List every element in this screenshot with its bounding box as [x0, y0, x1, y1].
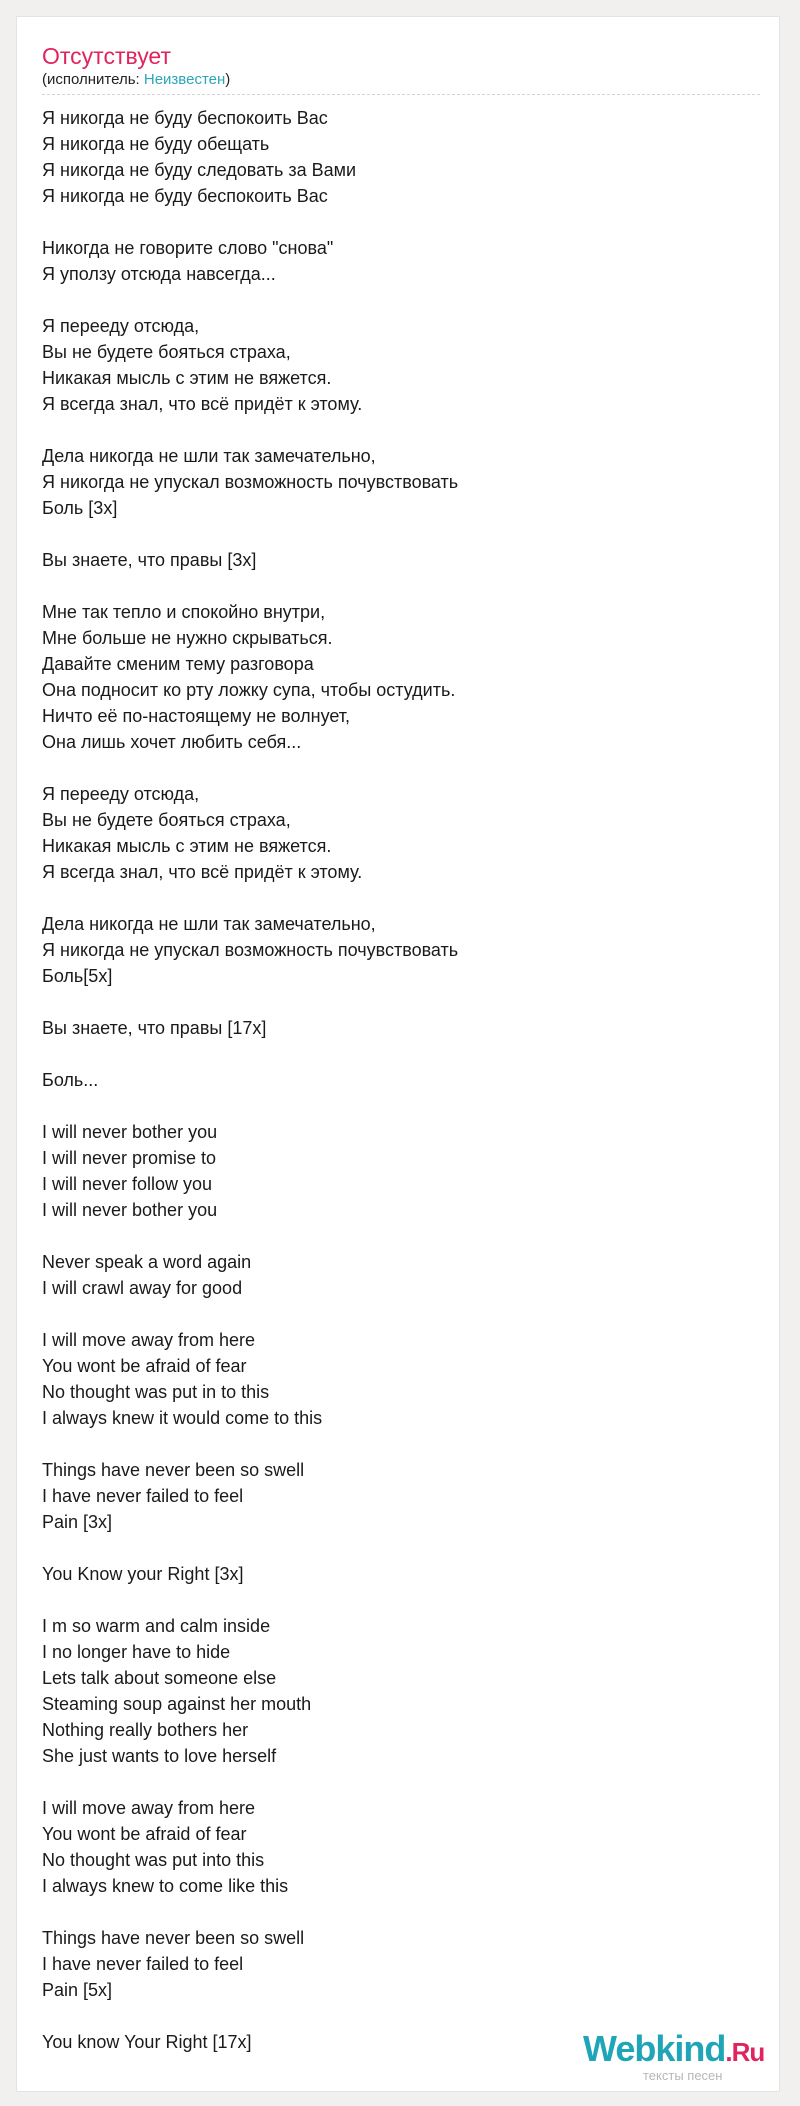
lyric-line: Давайте сменим тему разговора [42, 654, 314, 674]
lyric-line: Pain [3x] [42, 1512, 113, 1532]
lyric-line: I no longer have to hide [42, 1642, 231, 1662]
stanza-break [42, 417, 762, 443]
stanza-break [42, 989, 762, 1015]
lyric-line: I have never failed to feel [42, 1954, 244, 1974]
lyric-line: I always knew it would come to this [42, 1408, 323, 1428]
stanza-break [42, 1041, 762, 1067]
lyric-line: Я уползу отсюда навсегда... [42, 264, 276, 284]
lyric-line: I will move away from here [42, 1798, 256, 1818]
lyric-line: Вы знаете, что правы [3x] [42, 550, 257, 570]
stanza-break [42, 1535, 762, 1561]
lyric-line: I will never bother you [42, 1200, 218, 1220]
webkind-logo[interactable] [583, 2028, 773, 2090]
lyric-line: Боль [3x] [42, 498, 118, 518]
lyric-line: Я перееду отсюда, [42, 784, 200, 804]
logo-main-text: Webkind [583, 2028, 726, 2069]
lyrics-text [42, 105, 762, 2055]
lyric-line: You wont be afraid of fear [42, 1824, 247, 1844]
title-divider [42, 94, 760, 95]
lyric-line: Она подносит ко рту ложку супа, чтобы остудить. [42, 680, 456, 700]
lyric-line: Мне так тепло и спокойно внутри, [42, 602, 326, 622]
artist-line [42, 70, 230, 90]
lyric-line: Я всегда знал, что всё придёт к этому. [42, 394, 363, 414]
lyric-line: Она лишь хочет любить себя... [42, 732, 302, 752]
lyric-line: I will move away from here [42, 1330, 256, 1350]
logo-suffix-text: .Ru [725, 2037, 765, 2067]
lyric-line: Никакая мысль с этим не вяжется. [42, 836, 332, 856]
lyric-line: I will never follow you [42, 1174, 213, 1194]
lyric-line: Боль[5x] [42, 966, 113, 986]
lyric-line: Steaming soup against her mouth [42, 1694, 312, 1714]
lyric-line: Things have never been so swell [42, 1928, 305, 1948]
lyric-line: Я никогда не упускал возможность почувствовать [42, 940, 459, 960]
lyric-line: You know Your Right [17x] [42, 2032, 252, 2052]
lyric-line: You Know your Right [3x] [42, 1564, 244, 1584]
lyric-line: No thought was put into this [42, 1850, 265, 1870]
lyric-line: Nothing really bothers her [42, 1720, 249, 1740]
stanza-break [42, 1093, 762, 1119]
stanza-break [42, 1301, 762, 1327]
lyric-line: Я перееду отсюда, [42, 316, 200, 336]
lyric-line: Я никогда не буду беспокоить Вас [42, 186, 328, 206]
lyric-line: I have never failed to feel [42, 1486, 244, 1506]
lyric-line: Я всегда знал, что всё придёт к этому. [42, 862, 363, 882]
stanza-break [42, 209, 762, 235]
song-title: Отсутствует [42, 43, 171, 69]
lyric-line: I always knew to come like this [42, 1876, 289, 1896]
stanza-break [42, 1223, 762, 1249]
lyric-line: Вы не будете бояться страха, [42, 810, 291, 830]
lyric-line: Я никогда не буду беспокоить Вас [42, 108, 328, 128]
lyric-line: Вы не будете бояться страха, [42, 342, 291, 362]
stanza-break [42, 755, 762, 781]
lyric-line: I m so warm and calm inside [42, 1616, 271, 1636]
lyric-line: Мне больше не нужно скрываться. [42, 628, 333, 648]
lyric-line: You wont be afraid of fear [42, 1356, 247, 1376]
stanza-break [42, 1899, 762, 1925]
lyric-line: Дела никогда не шли так замечательно, [42, 914, 376, 934]
lyric-line: Я никогда не буду обещать [42, 134, 270, 154]
lyric-line: I will never bother you [42, 1122, 218, 1142]
artist-link[interactable]: Неизвестен [143, 71, 226, 88]
lyric-line: No thought was put in to this [42, 1382, 270, 1402]
lyric-line: Ничто её по-настоящему не волнует, [42, 706, 351, 726]
lyric-line: Никогда не говорите слово "снова" [42, 238, 334, 258]
lyric-line: Боль... [42, 1070, 99, 1090]
stanza-break [42, 1431, 762, 1457]
stanza-break [42, 1769, 762, 1795]
stanza-break [42, 573, 762, 599]
stanza-break [42, 2003, 762, 2029]
logo-wordmark [583, 2028, 764, 2073]
lyric-line: Never speak a word again [42, 1252, 252, 1272]
lyric-line: Things have never been so swell [42, 1460, 305, 1480]
lyric-line: I will crawl away for good [42, 1278, 243, 1298]
lyric-line: Я никогда не упускал возможность почувствовать [42, 472, 459, 492]
lyric-line: Lets talk about someone else [42, 1668, 277, 1688]
lyric-line: Дела никогда не шли так замечательно, [42, 446, 376, 466]
lyric-line: Никакая мысль с этим не вяжется. [42, 368, 332, 388]
lyric-line: Вы знаете, что правы [17x] [42, 1018, 267, 1038]
lyric-line: She just wants to love herself [42, 1746, 277, 1766]
artist-prefix: (исполнитель: [42, 71, 144, 88]
artist-suffix: ) [225, 71, 231, 88]
lyric-line: Я никогда не буду следовать за Вами [42, 160, 357, 180]
lyric-line: I will never promise to [42, 1148, 217, 1168]
stanza-break [42, 885, 762, 911]
stanza-break [42, 287, 762, 313]
stanza-break [42, 1587, 762, 1613]
stanza-break [42, 521, 762, 547]
logo-tagline: тексты песен [643, 2068, 723, 2083]
lyric-line: Pain [5x] [42, 1980, 113, 2000]
